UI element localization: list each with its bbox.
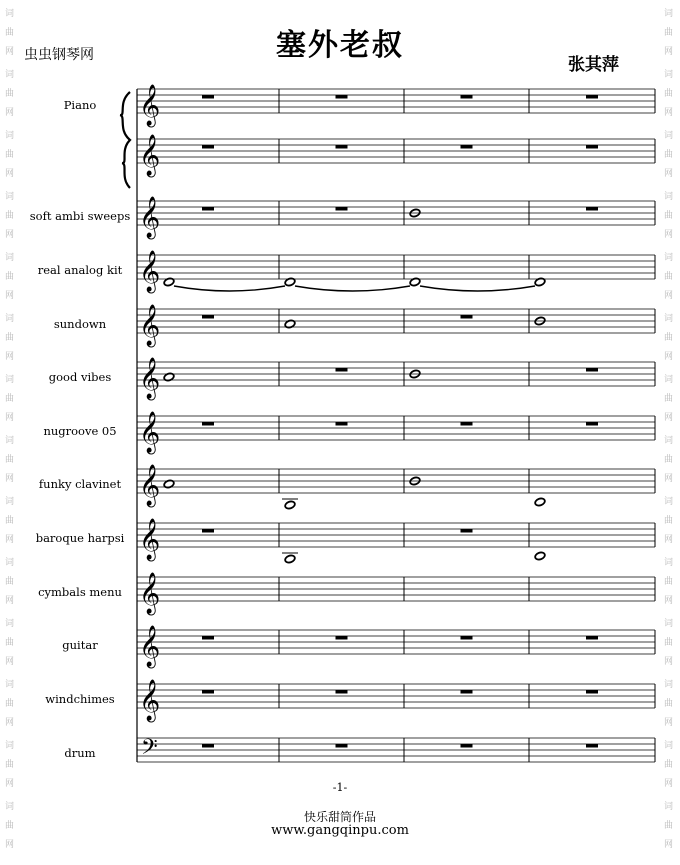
instrument-name: windchimes [45, 692, 115, 706]
treble-clef: 𝄞 [139, 358, 161, 399]
watermark-char: 词 [5, 192, 15, 202]
treble-clef: 𝄞 [139, 626, 161, 667]
watermark-char: 网 [664, 474, 674, 484]
composer-name: 张其萍 [568, 55, 619, 75]
watermark-char: 曲 [5, 89, 15, 99]
treble-clef: 𝄞 [139, 197, 161, 238]
watermark-char: 网 [664, 718, 674, 728]
whole-rest [586, 744, 598, 748]
whole-rest [336, 368, 348, 372]
watermark-char: 网 [5, 840, 15, 850]
tie [174, 286, 285, 291]
whole-rest [586, 368, 598, 372]
watermark-char: 网 [664, 352, 674, 362]
instrument-name: funky clavinet [38, 477, 122, 491]
whole-rest [461, 145, 473, 149]
watermark-char: 网 [664, 840, 674, 850]
watermark-char: 网 [5, 352, 15, 362]
watermark-char: 曲 [5, 150, 15, 160]
watermark-char: 网 [5, 169, 15, 179]
watermark-char: 词 [5, 314, 15, 324]
watermark-char: 网 [664, 596, 674, 606]
watermark-char: 词 [5, 131, 15, 141]
instrument-name: cymbals menu [38, 585, 122, 599]
watermark-char: 词 [664, 375, 674, 385]
whole-note [284, 500, 296, 510]
whole-rest [202, 207, 214, 211]
watermark-char: 曲 [664, 699, 674, 709]
watermark-char: 曲 [5, 272, 15, 282]
watermark-char: 网 [664, 535, 674, 545]
watermark-char: 曲 [664, 638, 674, 648]
whole-rest [336, 207, 348, 211]
watermark-char: 曲 [664, 821, 674, 831]
whole-rest [461, 690, 473, 694]
watermark-char: 词 [664, 314, 674, 324]
whole-rest [586, 95, 598, 99]
whole-rest [202, 690, 214, 694]
watermark-char: 曲 [664, 760, 674, 770]
whole-rest [202, 744, 214, 748]
watermark-char: 曲 [5, 760, 15, 770]
watermark-char: 曲 [664, 333, 674, 343]
instrument-name: good vibes [48, 370, 112, 384]
watermark-char: 网 [5, 596, 15, 606]
watermark-char: 词 [664, 253, 674, 263]
watermark-char: 词 [5, 497, 15, 507]
watermark-char: 曲 [664, 211, 674, 221]
treble-clef: 𝄞 [139, 85, 161, 126]
whole-rest [336, 95, 348, 99]
instrument-name: nugroove 05 [43, 424, 117, 438]
treble-clef: 𝄞 [139, 251, 161, 292]
watermark-char: 网 [5, 47, 15, 57]
treble-clef: 𝄞 [139, 680, 161, 721]
watermark-char: 曲 [5, 28, 15, 38]
piano-brace [120, 92, 130, 188]
watermark-char: 词 [664, 680, 674, 690]
whole-rest [202, 636, 214, 640]
watermark-char: 词 [664, 497, 674, 507]
watermark-char: 曲 [5, 211, 15, 221]
treble-clef: 𝄞 [139, 412, 161, 453]
whole-rest [461, 422, 473, 426]
watermark-char: 词 [5, 436, 15, 446]
watermark-char: 曲 [664, 516, 674, 526]
watermark-char: 词 [664, 131, 674, 141]
watermark-char: 网 [664, 108, 674, 118]
watermark-char: 曲 [5, 516, 15, 526]
watermark-char: 词 [664, 802, 674, 812]
instrument-name: baroque harpsi [35, 531, 125, 545]
watermark-char: 曲 [664, 89, 674, 99]
whole-rest [336, 145, 348, 149]
treble-clef: 𝄞 [139, 465, 161, 506]
whole-rest [336, 636, 348, 640]
watermark-char: 网 [664, 47, 674, 57]
watermark-char: 网 [5, 718, 15, 728]
treble-clef: 𝄞 [139, 305, 161, 346]
watermark-char: 词 [5, 70, 15, 80]
watermark-char: 词 [664, 192, 674, 202]
watermark-char: 词 [5, 558, 15, 568]
watermark-char: 曲 [5, 394, 15, 404]
whole-rest [461, 636, 473, 640]
whole-note [534, 551, 546, 561]
whole-note [534, 497, 546, 507]
watermark-char: 曲 [5, 638, 15, 648]
instrument-name: guitar [62, 638, 98, 652]
watermark-char: 词 [5, 741, 15, 751]
watermark-char: 词 [664, 436, 674, 446]
watermark-char: 网 [664, 169, 674, 179]
whole-rest [202, 95, 214, 99]
watermark-char: 曲 [5, 455, 15, 465]
watermark-char: 词 [5, 680, 15, 690]
tie [420, 286, 535, 291]
watermark-char: 曲 [5, 577, 15, 587]
watermark-char: 网 [5, 535, 15, 545]
instrument-name: soft ambi sweeps [29, 209, 131, 223]
watermark-char: 词 [664, 558, 674, 568]
whole-rest [586, 636, 598, 640]
watermark-char: 网 [664, 657, 674, 667]
watermark-char: 词 [5, 375, 15, 385]
watermark-char: 网 [664, 230, 674, 240]
watermark-char: 曲 [664, 455, 674, 465]
watermark-char: 网 [664, 779, 674, 789]
site-name: 虫虫钢琴网 [24, 47, 94, 63]
treble-clef: 𝄞 [139, 573, 161, 614]
watermark-char: 词 [664, 9, 674, 19]
whole-rest [202, 145, 214, 149]
watermark-char: 曲 [5, 699, 15, 709]
watermark-char: 曲 [664, 272, 674, 282]
watermark-char: 词 [664, 741, 674, 751]
watermark-char: 词 [5, 619, 15, 629]
watermark-char: 词 [664, 619, 674, 629]
watermark-char: 词 [664, 70, 674, 80]
watermark-char: 网 [5, 474, 15, 484]
whole-rest [336, 744, 348, 748]
watermark-char: 词 [5, 802, 15, 812]
whole-rest [586, 690, 598, 694]
whole-rest [461, 744, 473, 748]
whole-note [284, 554, 296, 564]
watermark-char: 曲 [5, 333, 15, 343]
watermark-char: 网 [5, 413, 15, 423]
watermark-char: 曲 [664, 577, 674, 587]
footer-label: 快乐甜筒作品 [303, 810, 376, 824]
whole-rest [461, 529, 473, 533]
score-title: 塞外老叔 [276, 28, 404, 63]
watermark-char: 网 [5, 230, 15, 240]
whole-rest [461, 315, 473, 319]
watermark-char: 网 [5, 108, 15, 118]
whole-rest [336, 690, 348, 694]
bass-clef: 𝄢 [141, 735, 158, 765]
instrument-name: sundown [53, 317, 107, 331]
whole-rest [586, 145, 598, 149]
instrument-name: Piano [63, 98, 97, 112]
whole-rest [336, 422, 348, 426]
watermark-char: 网 [664, 291, 674, 301]
watermark-char: 曲 [664, 394, 674, 404]
treble-clef: 𝄞 [139, 135, 161, 176]
page-number: -1- [332, 781, 348, 794]
watermark-char: 网 [5, 657, 15, 667]
watermark-char: 曲 [664, 150, 674, 160]
watermark-char: 词 [5, 9, 15, 19]
whole-rest [586, 422, 598, 426]
watermark-char: 网 [664, 413, 674, 423]
footer-url: www.gangqinpu.com [271, 823, 409, 838]
whole-rest [202, 422, 214, 426]
instrument-name: real analog kit [37, 263, 123, 277]
whole-rest [202, 315, 214, 319]
treble-clef: 𝄞 [139, 519, 161, 560]
whole-rest [461, 95, 473, 99]
watermark-char: 网 [5, 779, 15, 789]
watermark-char: 曲 [664, 28, 674, 38]
whole-rest [586, 207, 598, 211]
watermark-char: 网 [5, 291, 15, 301]
tie [295, 286, 410, 291]
watermark-char: 曲 [5, 821, 15, 831]
watermark-char: 词 [5, 253, 15, 263]
instrument-name: drum [64, 746, 96, 760]
whole-rest [202, 529, 214, 533]
